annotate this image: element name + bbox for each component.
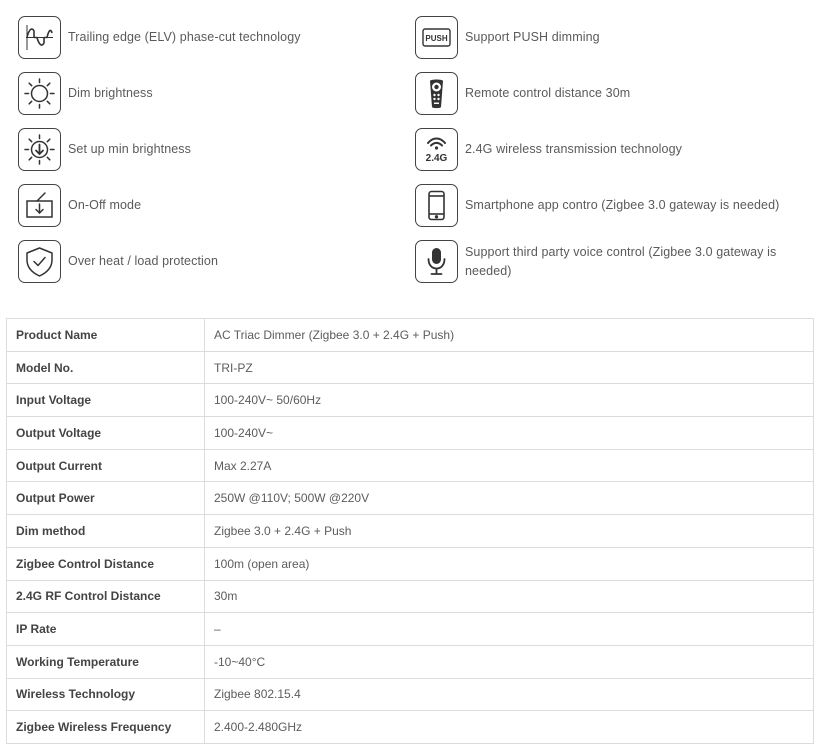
feature-min-brightness — [18, 128, 191, 171]
spec-key: Product Name — [7, 319, 205, 352]
spec-value: 100-240V~ 50/60Hz — [205, 384, 814, 417]
spec-value: -10~40°C — [205, 645, 814, 678]
feature-label: Support PUSH dimming — [465, 30, 600, 44]
features-section — [0, 0, 822, 300]
spec-key: Output Voltage — [7, 417, 205, 450]
wireless-icon-text: 2.4G — [425, 153, 448, 164]
table-row — [7, 384, 814, 417]
feature-dim-brightness — [18, 72, 153, 115]
table-row — [7, 645, 814, 678]
feature-label: Remote control distance 30m — [465, 86, 631, 100]
spec-value: 100-240V~ — [205, 417, 814, 450]
spec-value: 250W @110V; 500W @220V — [205, 482, 814, 515]
spec-value: AC Triac Dimmer (Zigbee 3.0 + 2.4G + Push) — [205, 319, 814, 352]
table-row — [7, 351, 814, 384]
spec-key: Zigbee Control Distance — [7, 547, 205, 580]
min-brightness-icon — [18, 128, 61, 171]
table-row — [7, 613, 814, 646]
push-icon — [415, 16, 458, 59]
spec-key: Dim method — [7, 515, 205, 548]
shield-check-icon — [18, 240, 61, 283]
feature-label: On-Off mode — [68, 198, 142, 212]
spec-value: Zigbee 3.0 + 2.4G + Push — [205, 515, 814, 548]
spec-key: Input Voltage — [7, 384, 205, 417]
table-row — [7, 711, 814, 744]
phase-cut-waveform-icon — [18, 16, 61, 59]
feature-label: Dim brightness — [68, 86, 153, 100]
table-row — [7, 449, 814, 482]
spec-value: Max 2.27A — [205, 449, 814, 482]
feature-label: Set up min brightness — [68, 142, 191, 156]
table-row — [7, 482, 814, 515]
feature-remote-distance — [415, 72, 630, 115]
spec-value: Zigbee 802.15.4 — [205, 678, 814, 711]
spec-value: 2.400-2.480GHz — [205, 711, 814, 744]
push-icon-text: PUSH — [425, 34, 448, 43]
spec-key: IP Rate — [7, 613, 205, 646]
feature-phase-cut — [18, 16, 301, 59]
feature-protection — [18, 240, 218, 283]
spec-value: 100m (open area) — [205, 547, 814, 580]
spec-value: – — [205, 613, 814, 646]
spec-value: TRI-PZ — [205, 351, 814, 384]
feature-label: 2.4G wireless transmission technology — [465, 142, 682, 156]
specifications-table — [6, 318, 814, 744]
spec-key: 2.4G RF Control Distance — [7, 580, 205, 613]
table-row — [7, 678, 814, 711]
wireless-2-4g-icon — [415, 128, 458, 171]
table-row — [7, 319, 814, 352]
spec-value: 30m — [205, 580, 814, 613]
microphone-icon — [415, 240, 458, 283]
feature-smartphone-app — [415, 184, 779, 227]
feature-label: Trailing edge (ELV) phase-cut technology — [68, 30, 301, 44]
table-row — [7, 417, 814, 450]
spec-key: Working Temperature — [7, 645, 205, 678]
sun-brightness-icon — [18, 72, 61, 115]
on-off-icon — [18, 184, 61, 227]
spec-key: Model No. — [7, 351, 205, 384]
feature-label: Over heat / load protection — [68, 254, 219, 268]
feature-voice-control — [415, 240, 795, 283]
table-row — [7, 580, 814, 613]
spec-key: Wireless Technology — [7, 678, 205, 711]
feature-2-4g-wireless — [415, 128, 682, 171]
feature-label: Support third party voice control (Zigbee 3.0 gateway is needed) — [465, 244, 777, 278]
feature-label: Smartphone app contro (Zigbee 3.0 gateway is needed) — [465, 198, 780, 212]
feature-push-dimming — [415, 16, 600, 59]
spec-key: Output Power — [7, 482, 205, 515]
spec-key: Zigbee Wireless Frequency — [7, 711, 205, 744]
table-row — [7, 515, 814, 548]
spec-key: Output Current — [7, 449, 205, 482]
table-row — [7, 547, 814, 580]
smartphone-icon — [415, 184, 458, 227]
feature-on-off-mode — [18, 184, 141, 227]
remote-control-icon — [415, 72, 458, 115]
